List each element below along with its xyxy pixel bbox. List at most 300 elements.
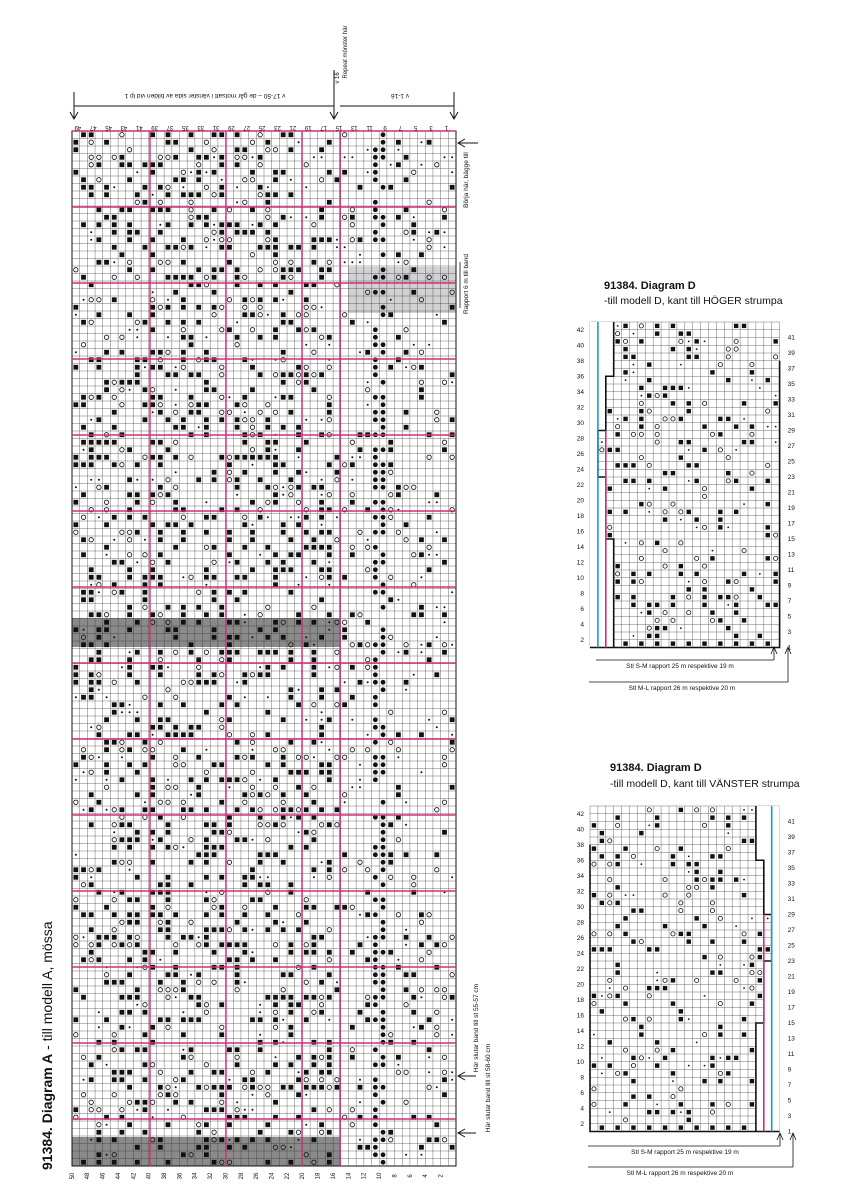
- stitch-square: [312, 245, 317, 250]
- stitch-square: [143, 320, 148, 325]
- stitch-dot: [373, 455, 378, 460]
- stitch-square: [112, 222, 117, 227]
- stitch-square: [631, 595, 635, 599]
- row-number-right: 5: [787, 1097, 792, 1105]
- stitch-square: [181, 357, 186, 362]
- stitch-square: [327, 402, 332, 407]
- stitch-square: [96, 957, 101, 962]
- stitch-square: [173, 500, 178, 505]
- stitch-point: [633, 371, 635, 373]
- stitch-square: [319, 530, 324, 535]
- diagram-a-column-numbers-bottom: [70, 1172, 445, 1179]
- stitch-square: [204, 612, 209, 617]
- column-number: 44: [115, 1172, 122, 1180]
- stitch-square: [319, 237, 324, 242]
- stitch-square: [73, 365, 78, 370]
- stitch-square: [96, 417, 101, 422]
- stitch-square: [227, 1145, 232, 1150]
- stitch-square: [647, 378, 651, 382]
- stitch-square: [663, 386, 667, 390]
- stitch-square: [342, 635, 347, 640]
- stitch-point: [313, 876, 315, 878]
- stitch-square: [127, 477, 132, 482]
- stitch-dot: [373, 1047, 378, 1052]
- stitch-square: [273, 335, 278, 340]
- stitch-square: [327, 545, 332, 550]
- stitch-square: [204, 777, 209, 782]
- stitch-square: [81, 867, 86, 872]
- stitch-square: [189, 342, 194, 347]
- stitch-square: [235, 1047, 240, 1052]
- stitch-square: [189, 650, 194, 655]
- stitch-dot: [381, 1062, 386, 1067]
- row-number-left: 8: [580, 1074, 584, 1082]
- stitch-point: [617, 325, 619, 327]
- stitch-square: [404, 155, 409, 160]
- stitch-square: [204, 425, 209, 430]
- row-number-left: 32: [576, 888, 584, 896]
- stitch-square: [89, 440, 94, 445]
- stitch-point: [625, 379, 627, 381]
- stitch-square: [327, 762, 332, 767]
- stitch-square: [388, 1040, 393, 1045]
- stitch-square: [288, 695, 293, 700]
- stitch-square: [319, 485, 324, 490]
- stitch-square: [219, 1107, 224, 1112]
- stitch-square: [718, 877, 722, 881]
- stitch-square: [242, 942, 247, 947]
- stitch-point: [413, 674, 415, 676]
- stitch-square: [250, 1137, 255, 1142]
- stitch-dot: [373, 845, 378, 850]
- stitch-dot: [373, 162, 378, 167]
- stitch-square: [189, 995, 194, 1000]
- stitch-dot: [381, 350, 386, 355]
- stitch-point: [106, 779, 108, 781]
- stitch-square: [296, 1055, 301, 1060]
- stitch-square: [120, 155, 125, 160]
- stitch-square: [319, 1085, 324, 1090]
- stitch-square: [81, 395, 86, 400]
- stitch-square: [273, 957, 278, 962]
- stitch-dot: [373, 1122, 378, 1127]
- diagram-d-right-size-sm: Stl S-M rapport 25 m respektive 19 m: [626, 663, 734, 670]
- stitch-square: [219, 455, 224, 460]
- row-number-left: 32: [576, 404, 584, 412]
- stitch-square: [158, 440, 163, 445]
- stitch-point: [359, 456, 361, 458]
- stitch-square: [350, 462, 355, 467]
- stitch-point: [144, 539, 146, 541]
- stitch-square: [419, 395, 424, 400]
- stitch-square: [135, 987, 140, 992]
- stitch-square: [173, 950, 178, 955]
- stitch-square: [173, 155, 178, 160]
- stitch-square: [104, 762, 109, 767]
- row-number-right: 7: [787, 1082, 792, 1089]
- stitch-dot: [373, 717, 378, 722]
- stitch-dot: [373, 590, 378, 595]
- stitch-square: [427, 567, 432, 572]
- stitch-square: [327, 335, 332, 340]
- stitch-square: [335, 470, 340, 475]
- stitch-square: [212, 305, 217, 310]
- stitch-square: [166, 492, 171, 497]
- stitch-square: [143, 575, 148, 580]
- stitch-dot: [381, 447, 386, 452]
- stitch-square: [143, 807, 148, 812]
- stitch-square: [350, 552, 355, 557]
- stitch-square: [647, 1125, 651, 1129]
- stitch-square: [350, 1055, 355, 1060]
- stitch-square: [679, 1017, 683, 1021]
- column-number: 28: [238, 1172, 245, 1180]
- stitch-square: [288, 477, 293, 482]
- stitch-point: [182, 1011, 184, 1013]
- stitch-square: [273, 245, 278, 250]
- stitch-square: [120, 980, 125, 985]
- stitch-square: [365, 1002, 370, 1007]
- stitch-dot: [373, 155, 378, 160]
- stitch-square: [312, 740, 317, 745]
- stitch-square: [742, 939, 746, 943]
- row-number-left: 2: [580, 636, 584, 644]
- stitch-point: [601, 995, 603, 997]
- stitch-square: [265, 485, 270, 490]
- stitch-square: [671, 641, 675, 645]
- stitch-square: [212, 290, 217, 295]
- stitch-square: [671, 324, 675, 328]
- row-number-left: 8: [580, 590, 584, 598]
- stitch-square: [687, 862, 691, 866]
- stitch-square: [104, 380, 109, 385]
- stitch-dot: [381, 380, 386, 385]
- stitch-square: [150, 492, 155, 497]
- stitch-square: [181, 320, 186, 325]
- stitch-square: [112, 1137, 117, 1142]
- stitch-square: [166, 830, 171, 835]
- stitch-square: [112, 860, 117, 865]
- stitch-square: [96, 162, 101, 167]
- column-number: 38: [162, 1172, 168, 1180]
- stitch-square: [655, 986, 659, 990]
- stitch-square: [327, 567, 332, 572]
- stitch-square: [773, 603, 777, 607]
- stitch-point: [751, 809, 753, 811]
- stitch-square: [135, 462, 140, 467]
- stitch-square: [196, 1017, 201, 1022]
- stitch-square: [212, 627, 217, 632]
- stitch-point: [182, 1049, 184, 1051]
- stitch-square: [127, 1070, 132, 1075]
- stitch-square: [288, 132, 293, 137]
- stitch-point: [625, 542, 627, 544]
- stitch-square: [189, 275, 194, 280]
- stitch-square: [281, 995, 286, 1000]
- stitch-point: [601, 1057, 603, 1059]
- stitch-square: [404, 852, 409, 857]
- stitch-dot: [381, 515, 386, 520]
- stitch-square: [419, 387, 424, 392]
- stitch-point: [275, 449, 277, 451]
- stitch-square: [396, 357, 401, 362]
- stitch-square: [235, 335, 240, 340]
- stitch-point: [436, 554, 438, 556]
- row-number-left: 36: [576, 857, 584, 865]
- stitch-square: [127, 732, 132, 737]
- stitch-square: [319, 597, 324, 602]
- stitch-square: [273, 1040, 278, 1045]
- row-number-right: 23: [787, 474, 795, 481]
- stitch-square: [96, 635, 101, 640]
- stitch-square: [73, 455, 78, 460]
- stitch-square: [419, 365, 424, 370]
- stitch-square: [181, 297, 186, 302]
- stitch-point: [182, 846, 184, 848]
- stitch-point: [413, 239, 415, 241]
- stitch-square: [196, 192, 201, 197]
- stitch-square: [258, 222, 263, 227]
- stitch-square: [173, 545, 178, 550]
- stitch-square: [319, 1070, 324, 1075]
- stitch-point: [413, 1026, 415, 1028]
- stitch-square: [623, 932, 627, 936]
- stitch-square: [327, 1055, 332, 1060]
- stitch-square: [687, 932, 691, 936]
- stitch-square: [319, 980, 324, 985]
- stitch-square: [734, 877, 738, 881]
- stitch-point: [397, 959, 399, 961]
- stitch-square: [327, 1062, 332, 1067]
- stitch-point: [688, 855, 690, 857]
- stitch-point: [259, 779, 261, 781]
- stitch-dot: [381, 552, 386, 557]
- row-number-left: 4: [580, 621, 584, 629]
- stitch-dot: [381, 470, 386, 475]
- stitch-square: [281, 1085, 286, 1090]
- stitch-point: [397, 261, 399, 263]
- stitch-square: [150, 312, 155, 317]
- stitch-square: [615, 463, 619, 467]
- stitch-dot: [381, 290, 386, 295]
- stitch-square: [615, 924, 619, 928]
- stitch-square: [288, 1010, 293, 1015]
- stitch-dot: [381, 770, 386, 775]
- stitch-square: [679, 455, 683, 459]
- stitch-square: [120, 702, 125, 707]
- stitch-dot: [381, 462, 386, 467]
- row-number-left: 26: [576, 450, 584, 458]
- row-number-right: 35: [787, 381, 795, 388]
- stitch-square: [104, 620, 109, 625]
- stitch-dot: [381, 395, 386, 400]
- column-number: 23: [274, 124, 281, 130]
- stitch-dot: [373, 755, 378, 760]
- stitch-square: [647, 610, 651, 614]
- stitch-square: [647, 1094, 651, 1098]
- stitch-square: [639, 409, 643, 413]
- stitch-square: [181, 237, 186, 242]
- stitch-square: [281, 792, 286, 797]
- stitch-dot: [381, 185, 386, 190]
- stitch-square: [288, 845, 293, 850]
- stitch-square: [96, 222, 101, 227]
- stitch-square: [600, 839, 604, 843]
- stitch-point: [244, 981, 246, 983]
- stitch-square: [319, 635, 324, 640]
- stitch-square: [411, 612, 416, 617]
- stitch-square: [592, 1063, 596, 1067]
- stitch-point: [451, 734, 453, 736]
- stitch-point: [451, 644, 453, 646]
- diagram-a-note-large: Här slutar band till st 58-60 cm: [485, 1043, 492, 1133]
- stitch-point: [305, 1124, 307, 1126]
- stitch-square: [96, 455, 101, 460]
- stitch-square: [204, 1122, 209, 1127]
- stitch-square: [288, 650, 293, 655]
- stitch-square: [718, 641, 722, 645]
- stitch-square: [204, 357, 209, 362]
- stitch-point: [282, 494, 284, 496]
- stitch-square: [427, 1137, 432, 1142]
- stitch-dot: [373, 327, 378, 332]
- stitch-point: [290, 216, 292, 218]
- stitch-square: [304, 792, 309, 797]
- stitch-point: [313, 756, 315, 758]
- stitch-square: [81, 185, 86, 190]
- stitch-dot: [373, 462, 378, 467]
- stitch-square: [158, 1017, 163, 1022]
- stitch-square: [758, 932, 762, 936]
- stitch-square: [181, 350, 186, 355]
- stitch-point: [251, 839, 253, 841]
- stitch-point: [344, 801, 346, 803]
- stitch-square: [258, 185, 263, 190]
- stitch-square: [273, 500, 278, 505]
- stitch-square: [258, 335, 263, 340]
- column-number: 22: [284, 1172, 291, 1180]
- stitch-square: [89, 927, 94, 932]
- stitch-square: [158, 717, 163, 722]
- stitch-square: [358, 942, 363, 947]
- stitch-square: [81, 222, 86, 227]
- stitch-point: [298, 516, 300, 518]
- stitch-dot: [373, 575, 378, 580]
- stitch-square: [404, 972, 409, 977]
- stitch-point: [298, 584, 300, 586]
- stitch-square: [235, 230, 240, 235]
- stitch-point: [735, 925, 737, 927]
- stitch-square: [258, 1130, 263, 1135]
- stitch-square: [742, 572, 746, 576]
- stitch-square: [242, 680, 247, 685]
- stitch-square: [166, 822, 171, 827]
- stitch-square: [304, 530, 309, 535]
- stitch-square: [265, 672, 270, 677]
- stitch-square: [250, 807, 255, 812]
- stitch-square: [150, 777, 155, 782]
- stitch-square: [388, 822, 393, 827]
- stitch-point: [190, 171, 192, 173]
- stitch-point: [152, 1116, 154, 1118]
- stitch-square: [150, 350, 155, 355]
- stitch-square: [655, 331, 659, 335]
- stitch-square: [212, 132, 217, 137]
- stitch-square: [631, 1056, 635, 1060]
- note-large-arrow-icon: [458, 1129, 476, 1137]
- stitch-square: [718, 870, 722, 874]
- stitch-square: [335, 455, 340, 460]
- row-number-left: 20: [576, 497, 584, 505]
- stitch-square: [726, 471, 730, 475]
- stitch-square: [96, 237, 101, 242]
- stitch-square: [647, 1110, 651, 1114]
- stitch-square: [250, 897, 255, 902]
- column-number: 27: [243, 124, 251, 130]
- stitch-square: [312, 935, 317, 940]
- stitch-square: [181, 807, 186, 812]
- stitch-square: [600, 854, 604, 858]
- stitch-point: [680, 1111, 682, 1113]
- stitch-square: [671, 347, 675, 351]
- stitch-square: [242, 882, 247, 887]
- stitch-square: [273, 462, 278, 467]
- stitch-dot: [381, 860, 386, 865]
- stitch-square: [181, 1055, 186, 1060]
- stitch-square: [212, 852, 217, 857]
- stitch-square: [235, 740, 240, 745]
- stitch-square: [158, 350, 163, 355]
- stitch-square: [135, 920, 140, 925]
- stitch-square: [242, 1145, 247, 1150]
- stitch-point: [390, 164, 392, 166]
- stitch-square: [173, 635, 178, 640]
- stitch-square: [319, 275, 324, 280]
- stitch-square: [639, 641, 643, 645]
- row-number-right: 25: [787, 458, 795, 466]
- stitch-square: [312, 1107, 317, 1112]
- stitch-square: [143, 1130, 148, 1135]
- stitch-square: [639, 831, 643, 835]
- stitch-square: [265, 882, 270, 887]
- row-number-left: 20: [576, 981, 584, 989]
- stitch-square: [623, 347, 627, 351]
- stitch-point: [767, 917, 769, 919]
- stitch-square: [396, 1055, 401, 1060]
- stitch-square: [726, 823, 730, 827]
- stitch-square: [265, 710, 270, 715]
- stitch-square: [173, 627, 178, 632]
- stitch-square: [219, 185, 224, 190]
- stitch-square: [281, 927, 286, 932]
- stitch-square: [671, 978, 675, 982]
- stitch-square: [150, 860, 155, 865]
- stitch-square: [89, 807, 94, 812]
- stitch-square: [196, 170, 201, 175]
- stitch-square: [273, 995, 278, 1000]
- stitch-square: [258, 297, 263, 302]
- stitch-dot: [373, 1077, 378, 1082]
- stitch-square: [81, 402, 86, 407]
- stitch-square: [388, 860, 393, 865]
- stitch-dot: [373, 147, 378, 152]
- diagram-a-top-left-text: v 17-50 – de går motsatt i vänster sida av bilden vid lp 1: [124, 92, 286, 99]
- row-number-right: 17: [787, 520, 795, 528]
- stitch-square: [150, 402, 155, 407]
- stitch-square: [212, 672, 217, 677]
- stitch-dot: [373, 545, 378, 550]
- stitch-square: [166, 935, 171, 940]
